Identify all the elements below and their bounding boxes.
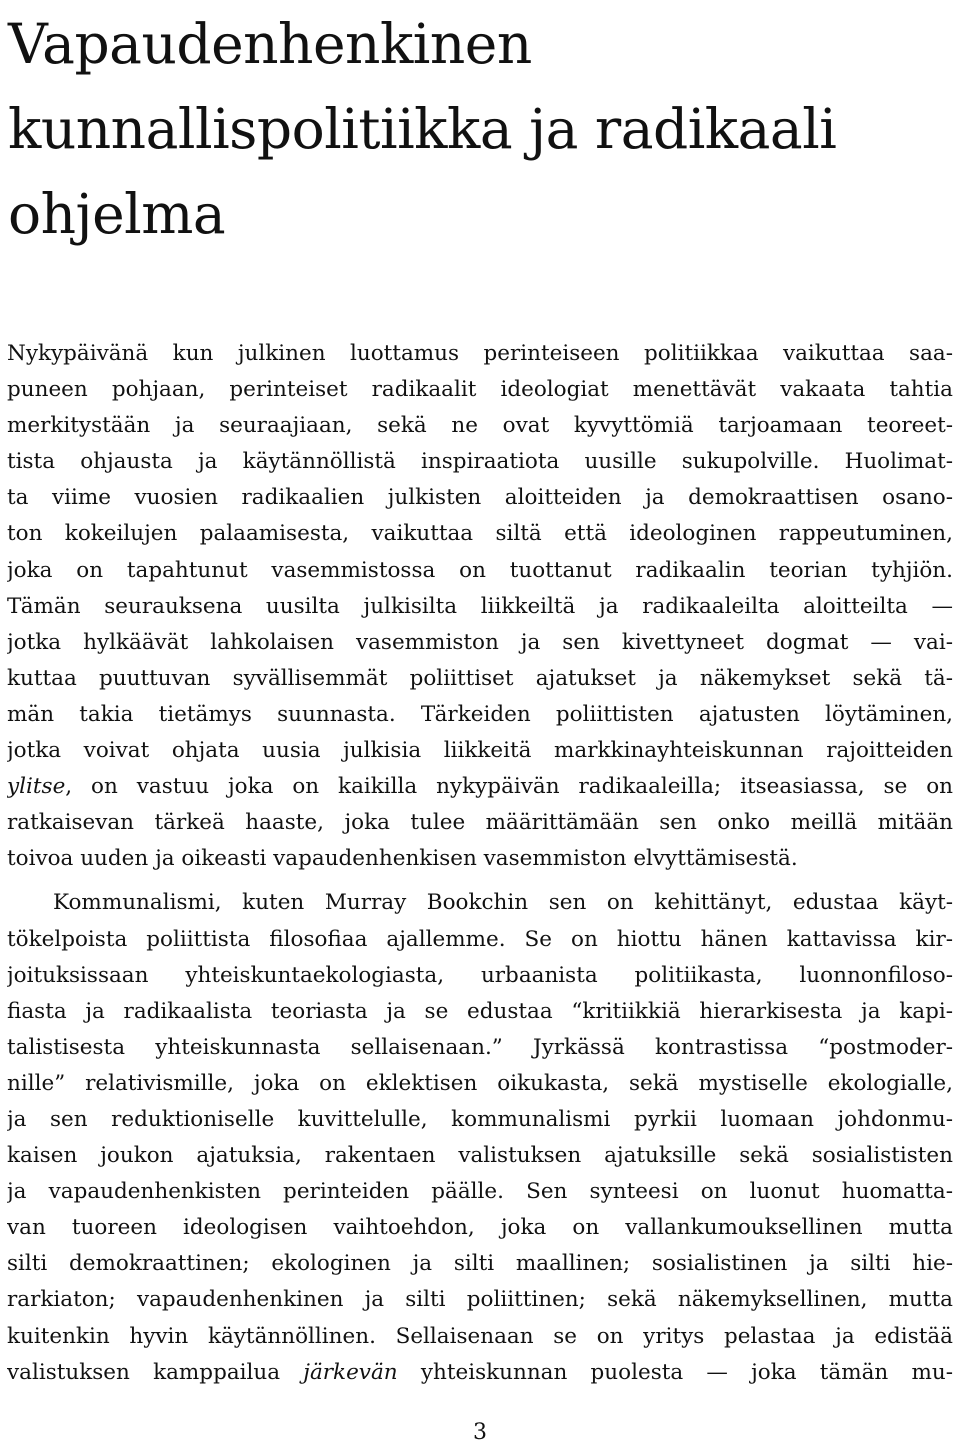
text-line: ratkaisevan tärkeä haaste, joka tulee määrittämään sen onko meillä mitään [7, 810, 953, 836]
text-line: jotka hylkäävät lahkolaisen vasemmiston ja sen kivettyneet dogmat — vai- [7, 629, 953, 655]
text-line: silti demokraattinen; ekologinen ja silti maallinen; sosialistinen ja silti hie- [7, 1251, 953, 1277]
text-line: fiasta ja radikaalista teoriasta ja se edustaa “kritiikkiä hierarkisesta ja kapi- [7, 998, 953, 1024]
text-line: män takia tietämys suunnasta. Tärkeiden poliittisten ajatusten löytäminen, [7, 701, 953, 727]
text-line: kuttaa puuttuvan syvällisemmät poliittiset ajatukset ja näkemykset sekä tä- [7, 665, 953, 691]
text-line: nille” relativismille, joka on eklektisen oikukasta, sekä mystiselle ekologialle, [7, 1070, 953, 1096]
text-line: ja sen reduktioniselle kuvittelulle, kommunalismi pyrkii luomaan johdonmu- [7, 1106, 953, 1132]
text-line: joituksissaan yhteiskuntaekologiasta, urbaanista politiikasta, luonnonfiloso- [7, 962, 953, 988]
text-line [7, 1355, 953, 1391]
text-line: talistisesta yhteiskunnasta sellaisenaan.” Jyrkässä kontrastissa “postmoder- [7, 1034, 953, 1060]
text-line: rarkiaton; vapaudenhenkinen ja silti poliittinen; sekä näkemyksellinen, mutta [7, 1287, 953, 1313]
text-line: jotka voivat ohjata uusia julkisia liikkeitä markkinayhteiskunnan rajoitteiden [7, 738, 953, 764]
text-line: kuitenkin hyvin käytännöllinen. Sellaisenaan se on yritys pelastaa ja edistää [7, 1323, 953, 1349]
text-line: van tuoreen ideologisen vaihtoehdon, joka on vallankumouksellinen mutta [7, 1215, 953, 1241]
text-line: ja vapaudenhenkisten perinteiden päälle. Sen synteesi on luonut huomatta- [7, 1179, 953, 1205]
text-line [7, 769, 953, 805]
body-text [7, 336, 953, 1391]
page-title [8, 2, 953, 257]
text-line: tista ohjausta ja käytännöllistä inspiraatiota uusille sukupolville. Huolimat- [7, 449, 953, 475]
text-segment: yhteiskunnan puolesta — joka tämän mu- [397, 1359, 953, 1385]
paragraph-1 [7, 336, 953, 877]
text-line: joka on tapahtunut vasemmistossa on tuottanut radikaalin teorian tyhjiön. [7, 557, 953, 583]
text-line: ta viime vuosien radikaalien julkisten aloitteiden ja demokraattisen osano- [7, 485, 953, 511]
emphasized-word: ylitse [7, 774, 66, 800]
text-line: Nykypäivänä kun julkinen luottamus perinteiseen politiikkaa vaikuttaa saa- [7, 341, 953, 366]
text-line: Tämän seurauksena uusilta julkisilta liikkeiltä ja radikaaleilta aloitteilta — [7, 593, 953, 619]
title-line: Vapaudenhenkinen [8, 12, 532, 76]
text-line: merkitystään ja seuraajiaan, sekä ne ovat kyvyttömiä tarjoamaan teoreet- [7, 413, 953, 439]
text-line: tökelpoista poliittista filosofiaa ajallemme. Se on hiottu hänen kattavissa kir- [7, 926, 953, 952]
emphasized-word: järkevän [303, 1359, 398, 1385]
text-segment: valistuksen kamppailua [7, 1359, 304, 1385]
paragraph-2 [7, 885, 953, 1390]
title-line: ohjelma [8, 182, 226, 246]
text-segment: , on vastuu joka on kaikilla nykypäivän radikaaleilla; itseasiassa, se on [65, 774, 953, 800]
text-line: Kommunalismi, kuten Murray Bookchin sen on kehittänyt, edustaa käyt- [53, 890, 953, 916]
text-line: toivoa uuden ja oikeasti vapaudenhenkisen vasemmiston elvyttämisestä. [7, 846, 798, 872]
page-number: 3 [473, 1420, 487, 1445]
text-line: kaisen joukon ajatuksia, rakentaen valistuksen ajatuksille sekä sosialististen [7, 1143, 953, 1169]
text-line: puneen pohjaan, perinteiset radikaalit ideologiat menettävät vakaata tahtia [7, 377, 953, 403]
text-line: ton kokeilujen palaamisesta, vaikuttaa siltä että ideologinen rappeutuminen, [7, 521, 953, 547]
title-line: kunnallispolitiikka ja radikaali [8, 97, 837, 161]
